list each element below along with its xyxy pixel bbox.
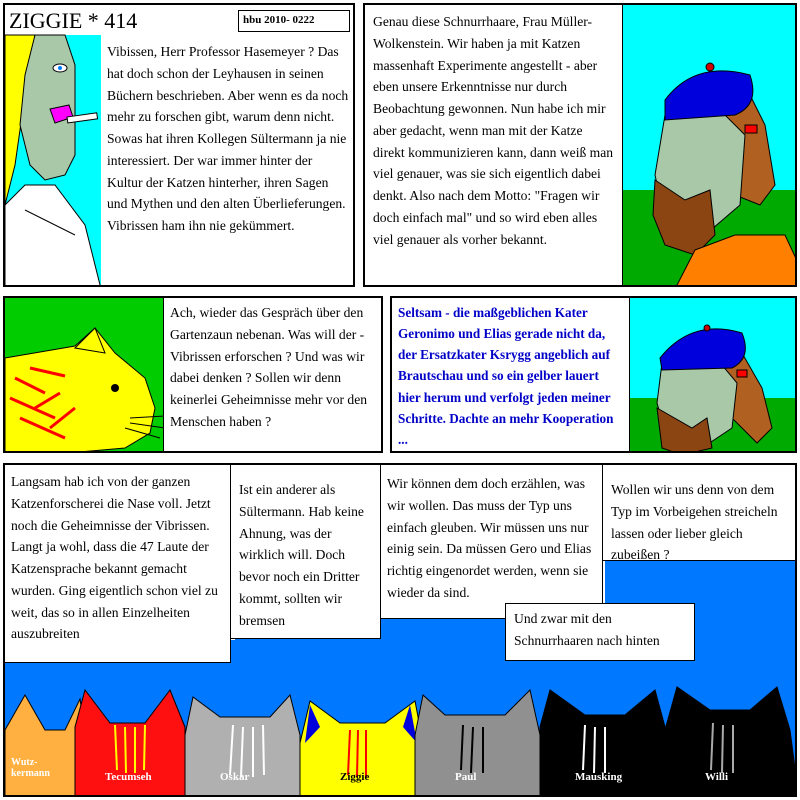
panel-3 [3, 296, 383, 453]
speech-bubble: Langsam hab ich von der ganzen Katzenforscherei die Nase voll. Jetzt noch die Geheimnisse der Vibrissen. Langt ja wohl, dass die 47 Laute der Katzensprache bekannt gemacht wurden. Ging eigentlich schon viel zu weit, das so in allen Einzelheiten auszubreiten [5, 465, 231, 663]
speech-bubble: Wir können dem doch erzählen, was wir wollen. Das muss der Typ uns einfach gleuben. Wir müssen uns nur einig sein. Da müssen Gero und Elias richtig eingenordet werden, wenn sie wieder da sind. [381, 465, 603, 619]
panel-5 [3, 463, 797, 797]
speech-bubble: Und zwar mit den Schnurrhaaren nach hinten [505, 603, 695, 661]
cat-name-ziggie: Ziggie [340, 771, 370, 783]
panel-4 [390, 296, 797, 453]
speech-bubble: Ach, wieder das Gespräch über den Gartenzaun nebenan. Was will der - Vibrissen erforschen ? Und was wir dabei denken ? Sollen wir denn keinerlei Geheimnisse mehr vor den Menschen haben ? [163, 298, 383, 453]
panel-1 [3, 3, 355, 287]
cat-name-oskar: Oskar [220, 771, 250, 783]
comic-credit: hbu 2010- 0222 [238, 10, 350, 32]
cat-name-tecumseh: Tecumseh [105, 771, 152, 783]
speech-bubble: Ist ein anderer als Sültermann. Hab keine Ahnung, was der wirklich will. Doch bevor noch ein Dritter kommt, sollten wir bremsen [231, 465, 381, 639]
speech-bubble: Wollen wir uns denn von dem Typ im Vorbeigehen streicheln lassen oder lieber gleich zubeißen ? [603, 465, 797, 561]
cat-name-paul: Paul [455, 771, 477, 783]
speech-bubble: Genau diese Schnurrhaare, Frau Müller-Wolkenstein. Wir haben ja mit Katzen massenhaft Experimente angestellt - aber eben unsere Erkenntnisse nur durch Beobachtung gewonnen. Nun habe ich mir aber gedacht, wenn man mit der Katze direkt kommunizieren kann, dann weiß man viel genauer, was sie sich eigentlich dabei denkt. Also nach dem Motto: "Fragen wir doch einfach mal" und so wird eben alles viel genauer als vorher bekannt. [365, 5, 623, 287]
cat-name-willi: Willi [705, 771, 729, 783]
comic-title: ZIGGIE * 414 [9, 8, 138, 33]
speech-bubble: Vibissen, Herr Professor Hasemeyer ? Das hat doch schon der Leyhausen in seinen Büchern beschrieben. Aber wenn es da noch mehr zu forschen gibt, warum denn nicht. Sowas hat ihren Kollegen Sültermann ja nie interessiert. Der war immer hinter der Kultur der Katzen hinterher, ihren Sagen und Mythen und den alten Überlieferungen. Vibrissen ham ihn nie gekümmert. [101, 37, 355, 287]
cat-name-wutzkermann: Wutz- kermann [11, 757, 50, 779]
panel-2 [363, 3, 797, 287]
cat-name-mausking: Mausking [575, 771, 623, 783]
speech-bubble: Seltsam - die maßgeblichen Kater Geronimo und Elias gerade nicht da, der Ersatzkater Ksrygg angeblich auf Brautschau und so ein gelber lauert hier herum und verfolgt jeden meiner Schritte. Dachte an mehr Kooperation ... [392, 298, 630, 453]
